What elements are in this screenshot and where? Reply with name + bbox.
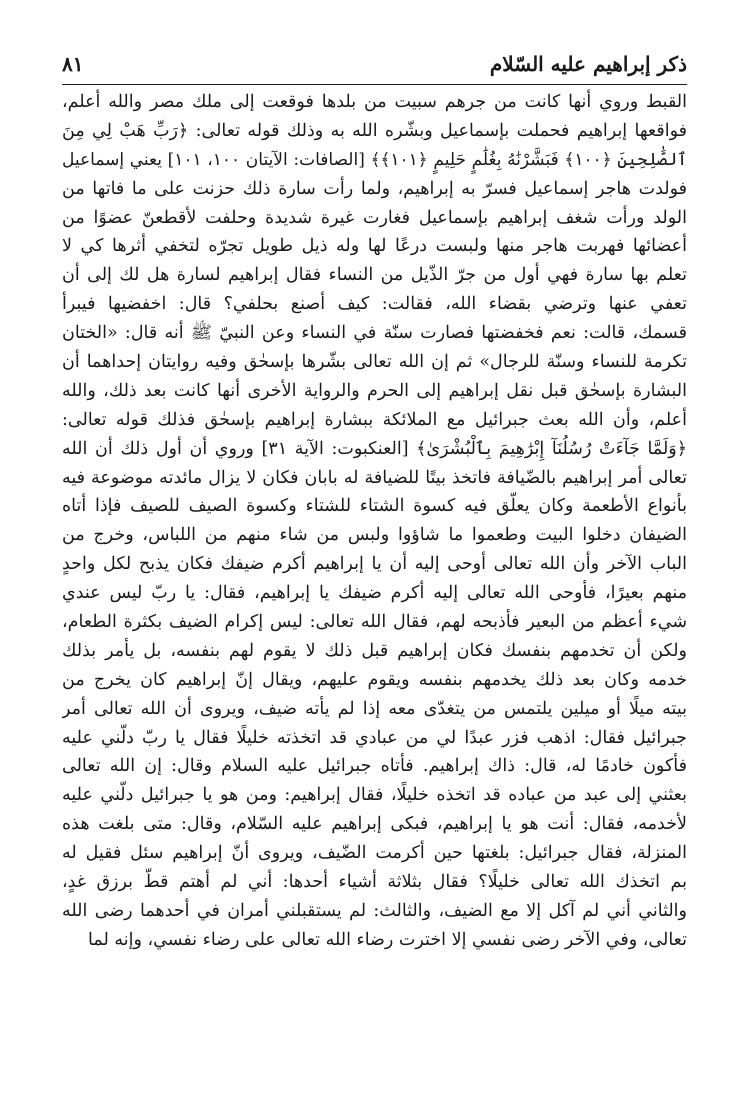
page-header xyxy=(62,50,687,86)
text-line: شيء أعظم من البعير فأذبحه لهم، فقال الله تعالى: ليس إكرام الضيف بكثرة الطعام، xyxy=(62,612,687,633)
text-line: فواقعها إبراهيم فحملت بإسماعيل وبشّره الله به وذلك قوله تعالى: ﴿رَبِّ هَبْ لِي مِنَ xyxy=(62,120,687,141)
text-line: بيته ميلًا أو ميلين يلتمس من يتغدّى معه إذا لم يأته ضيف، ويروى أن الله تعالى أمر xyxy=(62,698,687,719)
text-line: ﴿وَلَمَّا جَآءَتْ رُسُلُنَآ إِبْرَٰهِيمَ بِٱلْبُشْرَىٰ﴾ [العنكبوت: الآية ٣١] وروي أن أول ذلك أن الله xyxy=(62,438,687,459)
text-line: خدمه وكان بعد ذلك يخدمهم بنفسه ويقوم عليهم، ويقال إنّ إبراهيم كان يخرج من xyxy=(62,669,687,690)
text-line: أعلم، وأن الله بعث جبرائيل مع الملائكة ببشارة إبراهيم بإسحٰق فذلك قوله تعالى: xyxy=(62,409,687,430)
text-line: الولد ورأت شغف إبراهيم بإسماعيل فغارت غيرة شديدة وحلفت لأقطعنّ عضوًا من xyxy=(62,207,687,228)
header-rule xyxy=(62,84,687,85)
text-line: تعالى أمر إبراهيم بالضّيافة فاتخذ بيتًا للضيافة له بابان فكان لا يزال مائدته موضوعة فيه xyxy=(62,467,687,488)
text-line: تعفي عنها وترضي بقضاء الله، فقالت: كيف أصنع بحلفي؟ قال: اخفضيها فيبرأ xyxy=(62,294,687,315)
text-line: تعالى، وفي الآخر رضى نفسي إلا اخترت رضاء الله تعالى على رضاء نفسي، وإنه لما xyxy=(88,929,687,950)
text-line: المنزلة، فقال جبرائيل: بلغتها حين أكرمت الضّيف، ويروى أنّ إبراهيم سئل فقيل له xyxy=(62,843,687,864)
page-body xyxy=(62,88,687,955)
text-line: والثاني أني لم آكل إلا مع الضيف، والثالث: لم يستقبلني أمران في أحدهما رضى الله xyxy=(62,900,687,921)
text-line: جبرائيل فقال: اذهب فزر عبدًا لي من عبادي قد اتخذته خليلًا فقال يا ربّ دلّني عليه xyxy=(62,727,687,748)
text-line: تكرمة للنساء وسنّة للرجال» ثم إن الله تعالى بشّرها بإسحٰق وفيه روايتان إحداهما أن xyxy=(62,352,687,373)
running-title: ذكر إبراهيم عليه السّلام xyxy=(489,52,687,76)
text-line: بأنواع الأطعمة وكان يعلّق فيه كسوة الشتاء للشتاء وكسوة الصيف للصيف فإذا أتاه xyxy=(62,496,687,517)
text-line: بم اتخذك الله تعالى خليلًا؟ فقال بثلاثة أشياء أحدها: أني لم أهتم قطّ برزق غدٍ، xyxy=(62,872,687,893)
text-line: لأخدمه، فقال: أنت هو يا إبراهيم، فبكى إبراهيم عليه السّلام، وقال: متى بلغت هذه xyxy=(62,814,687,835)
text-line: أعضائها فهربت هاجر منها ولبست درعًا لها وله ذيل طويل تجرّه لتخفي أثرها كي لا xyxy=(62,236,687,257)
text-line: البشارة بإسحٰق قبل نقل إبراهيم إلى الحرم والرواية الأخرى أنها كانت بعد ذلك، والله xyxy=(62,380,687,401)
page-number: ٨١ xyxy=(62,52,84,76)
text-line: بعثني إلى عبد من عباده قد اتخذه خليلًا، فقال إبراهيم: ومن هو يا جبرائيل دلّني عليه xyxy=(62,785,687,806)
text-line: ٱلصَّٰلِحِينَ ﴿١٠٠﴾ فَبَشَّرْنَٰهُ بِغُلَٰمٍ حَلِيمٍ ﴿١٠١﴾﴾ [الصافات: الآيتان ١٠٠، ١٠١] يعني إسماعيل xyxy=(62,149,687,170)
text-line: ولكن أن تخدمهم بنفسك فكان إبراهيم قبل ذلك لا يقوم لهم بنفسه، بل يأمر بذلك xyxy=(62,640,687,661)
text-line: القبط وروي أنها كانت من جرهم سبيت من بلدها فوقعت إلى ملك مصر والله أعلم، xyxy=(62,92,687,112)
text-line: فولدت هاجر إسماعيل فسرّ به إبراهيم، ولما رأت سارة ذلك حزنت على ما فاتها من xyxy=(62,178,687,199)
text-line: منهم بعيرًا، فأوحى الله تعالى إليه أكرم ضيفك يا إبراهيم، فقال: يا ربّ ليس عندي xyxy=(62,583,687,604)
text-line: فأكون خادمًا له، قال: ذاك إبراهيم. فأتاه جبرائيل عليه السلام وقال: إن الله تعالى xyxy=(62,756,687,777)
text-line: الباب الآخر وأن الله تعالى أوحى إليه أن يا إبراهيم أكرم ضيفك فكان يذبح لكل واحدٍ xyxy=(62,554,687,575)
text-line: الضيفان دخلوا البيت وطعموا ما شاؤوا ولبس من شاء منهم من اللباس، وخرج من xyxy=(62,525,687,546)
text-line: تعلم بها سارة فهي أول من جرّ الذّيل من النساء فقال إبراهيم لسارة هل لك إلى أن xyxy=(62,265,687,286)
text-line: قسمك، قالت: نعم فخفضتها فصارت سنّة في النساء وعن النبيّ ﷺ أنه قال: «الختان xyxy=(62,323,687,344)
